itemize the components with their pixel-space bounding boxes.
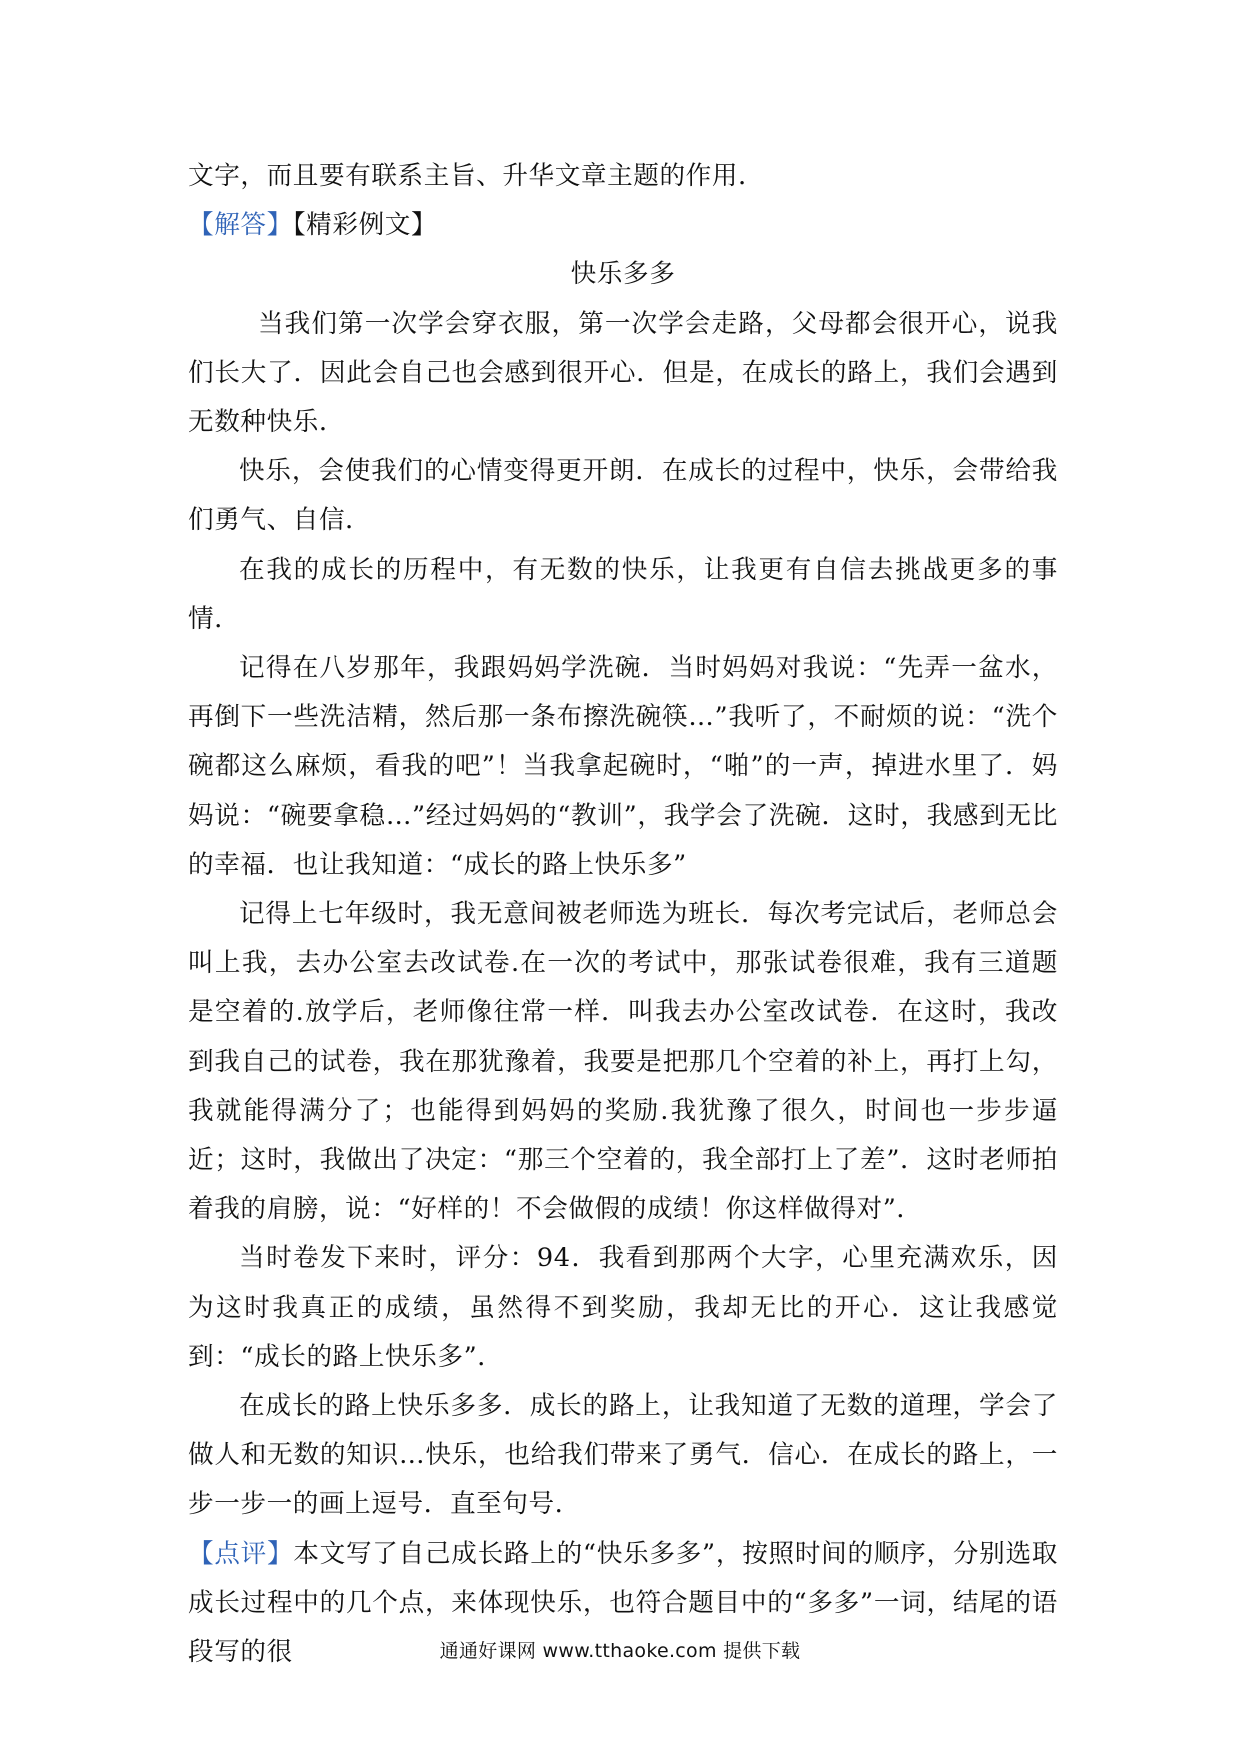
answer-tag: 【解答】 [188,210,293,241]
essay-paragraph-4: 记得在八岁那年，我跟妈妈学洗碗．当时妈妈对我说：“先弄一盆水，再倒下一些洗洁精，然后那一条布擦洗碗筷…”我听了，不耐烦的说：“洗个碗都这么麻烦，看我的吧”！当我拿起碗时，“啪”的一声，掉进水里了．妈妈说：“碗要拿稳…”经过妈妈的“教训”，我学会了洗碗．这时，我感到无比的幸福．也让我知道：“成长的路上快乐多” [188,653,1058,880]
page-footer: 通通好课网 www.tthaoke.com 提供下载 [439,1640,801,1662]
essay-paragraph-2: 快乐，会使我们的心情变得更开朗．在成长的过程中，快乐，会带给我们勇气、自信． [188,456,1058,536]
essay-title: 快乐多多 [570,259,676,290]
essay-paragraph-6: 当时卷发下来时，评分：94．我看到那两个大字，心里充满欢乐，因为这时我真正的成绩，虽然得不到奖励，我却无比的开心．这让我感觉到：“成长的路上快乐多”． [188,1243,1058,1372]
essay-paragraph-7: 在成长的路上快乐多多．成长的路上，让我知道了无数的道理，学会了做人和无数的知识…快乐，也给我们带来了勇气．信心．在成长的路上，一步一步一的画上逗号．直至句号． [188,1391,1058,1520]
essay-paragraph-5: 记得上七年级时，我无意间被老师选为班长．每次考完试后，老师总会叫上我，去办公室去改试卷.在一次的考试中，那张试卷很难，我有三道题是空着的.放学后，老师像往常一样．叫我去办公室改试卷．在这时，我改到我自己的试卷，我在那犹豫着，我要是把那几个空着的补上，再打上勾，我就能得满分了；也能得到妈妈的奖励.我犹豫了很久，时间也一步步逼近；这时，我做出了决定：“那三个空着的，我全部打上了差”．这时老师拍着我的肩膀，说：“好样的！不会做假的成绩！你这样做得对”． [188,899,1058,1225]
document-body [188,152,1058,1677]
example-tag: 【精彩例文】 [292,210,438,241]
answer-heading [188,201,1058,250]
comment-tag: 【点评】 [188,1538,294,1569]
essay-paragraph-3: 在我的成长的历程中，有无数的快乐，让我更有自信去挑战更多的事情． [188,554,1058,634]
essay-paragraph-1: 当我们第一次学会穿衣服，第一次学会走路，父母都会很开心，说我们长大了．因此会自己也会感到很开心．但是，在成长的路上，我们会遇到无数种快乐． [188,308,1058,438]
intro-line: 文字，而且要有联系主旨、升华文章主题的作用． [188,161,765,191]
comment-text: 本文写了自己成长路上的“快乐多多”，按照时间的顺序，分别选取成长过程中的几个点，来体现快乐，也符合题目中的“多多”一词，结尾的语段写的很 [188,1538,1058,1668]
